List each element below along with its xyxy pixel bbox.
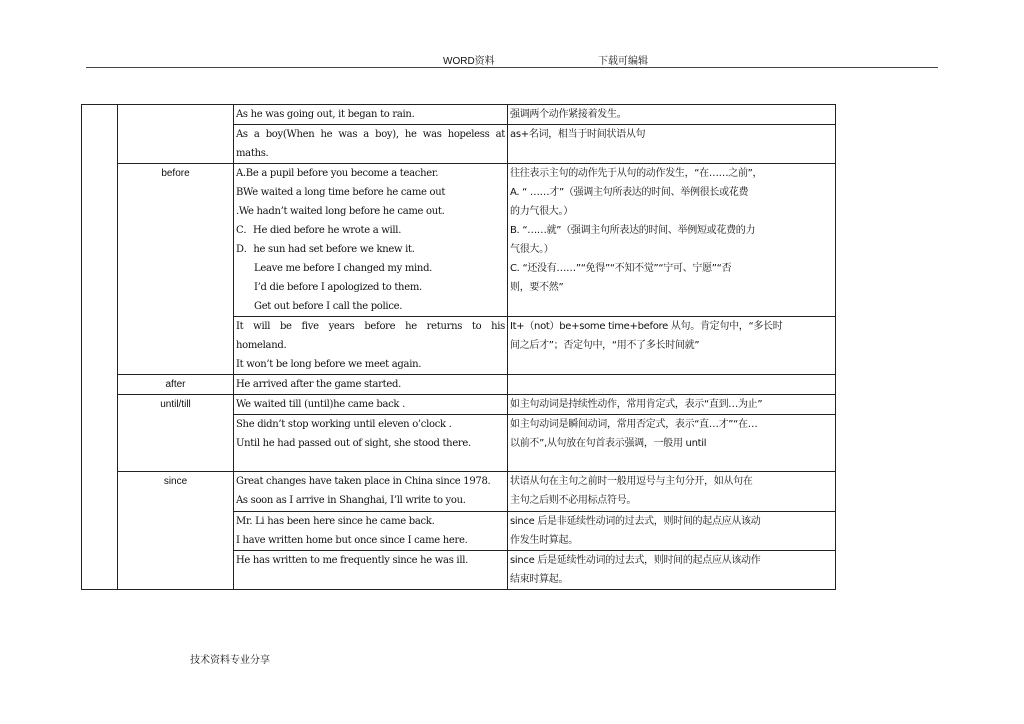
explanation-line: 往往表示主句的动作先于从句的动作发生，“在……之前”， [510,168,763,179]
example-line: Get out before I call the police. [254,301,403,312]
explanation-line: 如主句动词是持续性动作，常用肯定式，表示“直到…为止” [510,399,763,410]
explanation-line: A. “ ……才”（强调主句所表达的时间、举例很长或花费 [510,187,749,198]
explanation-cell [508,395,836,415]
explanation-line: since 后是延续性动词的过去式，则时间的起点应从该动作 [510,555,761,566]
example-cell [234,105,508,125]
example-line: I’d die before I apologized to them. [254,282,422,293]
example-line: Leave me before I changed my mind. [254,263,433,274]
explanation-cell [508,415,836,472]
example-line: Great changes have taken place in China since 1978. [236,476,491,487]
example-line: BWe waited a long time before he came out [236,187,446,198]
example-line: It won’t be long before we meet again. [236,359,422,370]
example-cell [234,551,508,590]
example-cell [234,125,508,164]
explanation-line: 强调两个动作紧接着发生。 [510,109,627,120]
explanation-cell [508,105,836,125]
page-header-left: WORD资料 [443,56,495,67]
example-line: C．He died before he wrote a will. [236,225,402,236]
explanation-line: as+名词，相当于时间状语从句 [510,129,646,140]
explanation-cell [508,164,836,317]
example-cell [234,395,508,415]
page-footer: 技术资料专业分享 [190,655,270,666]
explanation-cell [508,512,836,551]
explanation-line: 主句之后则不必用标点符号。 [510,495,637,506]
example-cell [234,164,508,317]
explanation-line: 气很大。） [510,244,554,255]
example-cell [234,415,508,472]
explanation-line: 则，要不然” [510,282,564,293]
row-label-since: since [118,472,234,590]
example-cell [234,512,508,551]
example-line: As a boy(When he was a boy), he was hopeless at [236,129,505,140]
explanation-cell [508,125,836,164]
explanation-line: C. “还没有……”“免得”“不知不觉”“宁可、宁愿”“否 [510,263,732,274]
explanation-line: 状语从句在主句之前时一般用逗号与主句分开，如从句在 [510,476,753,487]
explanation-line: 间之后才”；否定句中，“用不了多长时间就” [510,340,700,351]
header-rule [86,67,938,68]
explanation-line: B. “……就”（强调主句所表达的时间、举例短或花费的力 [510,225,756,236]
example-line: It will be five years before he returns to his [236,321,505,332]
explanation-cell [508,551,836,590]
explanation-cell [508,375,836,395]
row-label-before: before [118,164,234,375]
example-line: D．he sun had set before we knew it. [236,244,415,255]
example-line: As he was going out, it began to rain. [236,109,415,120]
row-label [118,105,234,164]
example-line: A.Be a pupil before you become a teacher. [236,168,439,179]
example-line: As soon as I arrive in Shanghai, I’ll write to you. [236,495,466,506]
example-line: .We hadn’t waited long before he came out. [236,206,445,217]
explanation-line: 如主句动词是瞬间动词，常用否定式，表示“直…才”“在… [510,419,758,430]
explanation-line: 作发生时算起。 [510,535,578,546]
explanation-line: 的力气很大。） [510,206,573,217]
example-cell [234,472,508,512]
example-line: He has written to me frequently since he was ill. [236,555,468,566]
example-line: I have written home but once since I came here. [236,535,468,546]
example-line: Until he had passed out of sight, she stood there. [236,438,471,449]
explanation-line: 结束时算起。 [510,574,569,585]
grammar-table [81,104,836,590]
example-line: maths. [236,148,269,159]
explanation-cell [508,472,836,512]
page-header-right: 下载可编辑 [598,56,648,67]
example-cell [234,317,508,375]
example-cell [234,375,508,395]
row-label-after: after [118,375,234,395]
example-line: He arrived after the game started. [236,379,401,390]
row-label-until-till: until/till [118,395,234,472]
example-line: Mr. Li has been here since he came back. [236,516,435,527]
left-margin-cell [82,105,118,590]
example-line: She didn’t stop working until eleven o’clock . [236,419,452,430]
explanation-line: It+（not）be+some time+before 从句。肯定句中，“多长时 [510,321,783,332]
example-line: homeland. [236,340,287,351]
explanation-line: 以前不”,从句放在句首表示强调，一般用 until [510,438,707,449]
explanation-cell [508,317,836,375]
explanation-line: since 后是非延续性动词的过去式，则时间的起点应从该动 [510,516,761,527]
example-line: We waited till (until)he came back . [236,399,405,410]
